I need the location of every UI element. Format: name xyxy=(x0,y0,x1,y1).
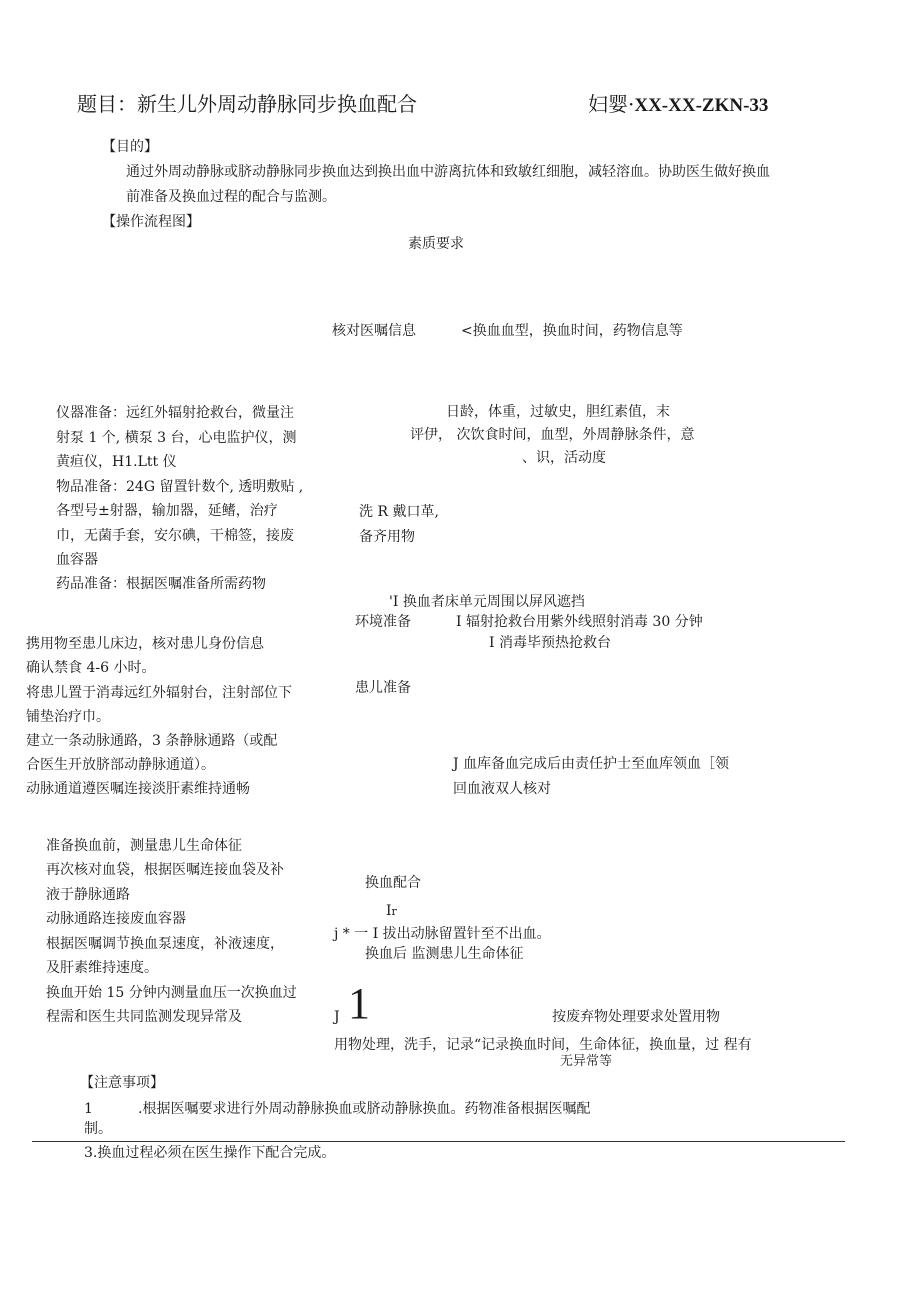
purpose-line-2: 前准备及换血过程的配合与监测。 xyxy=(126,189,336,205)
exchange-line: 根据医嘱调节换血泵速度，补液速度， xyxy=(46,936,284,952)
assess-line: 日龄，体重，过敏史，胆红素值，末 xyxy=(446,404,670,420)
exchange-line: 液于静脉通路 xyxy=(46,887,130,903)
prep-line: 各型号±射器，输加器，延鳍，治疗 xyxy=(56,503,278,519)
step-patient: 患儿准备 xyxy=(355,680,411,696)
ir-mark xyxy=(386,903,397,919)
document-code xyxy=(588,93,768,117)
note-1-number: 1 xyxy=(84,1101,93,1117)
exchange-line: 及肝素维持速度。 xyxy=(46,960,158,976)
note-3: 3.换血过程必须在医生操作下配合完成。 xyxy=(84,1145,336,1161)
prep-line: 药品准备：根据医嘱准备所需药物 xyxy=(56,576,266,592)
env-line: 'I 换血者床单元周围以屏风遮挡 xyxy=(389,594,585,610)
exchange-line: 换血开始 15 分钟内测量血压一次换血过 xyxy=(46,985,297,1001)
record-cut: 无异常等 xyxy=(560,1054,613,1069)
record-line: 用物处理，洗手，记录“记录换血时间，生命体征，换血量，过 程有 xyxy=(334,1037,752,1053)
patient-line: 将患儿置于消毒远红外辐射台，注射部位下 xyxy=(26,685,292,701)
notes-heading: 【注意事项】 xyxy=(80,1075,164,1091)
step-env: 环境准备 xyxy=(355,614,411,630)
page-title: 题目：新生儿外周动静脉同步换血配合 xyxy=(77,92,417,116)
prep-line: 血容器 xyxy=(56,552,98,568)
patient-line: 建立一条动脉通路，3 条静脉通路（或配 xyxy=(26,733,278,749)
flow-heading: 【操作流程图】 xyxy=(102,214,200,230)
patient-line: 动脉通道遵医嘱连接淡肝素维持通畅 xyxy=(26,781,250,797)
ir-sub: r xyxy=(391,905,397,918)
exchange-line: 准备换血前，测量患儿生命体征 xyxy=(46,838,242,854)
patient-line: 携用物至患儿床边，核对患儿身份信息 xyxy=(26,636,264,652)
code-number: XX-XX-ZKN-33 xyxy=(634,95,769,116)
waste-line: 按废弃物处理要求处置用物 xyxy=(552,1009,720,1025)
record-cut-clip xyxy=(330,1054,830,1069)
step-exchange: 换血配合 xyxy=(365,875,421,891)
patient-line: 合医生开放脐部动静脉通道）。 xyxy=(26,757,215,773)
note-1-text: .根据医嘱要求进行外周动静脉换血或脐动静脉换血。药物准备根据医嘱配 xyxy=(138,1101,591,1117)
env-line: I 消毒毕预热抢救台 xyxy=(489,635,611,651)
one-mark: 1 xyxy=(348,979,370,1028)
blood-line: 回血液双人核对 xyxy=(453,781,551,797)
divider-line xyxy=(32,1141,845,1142)
j-mark: J xyxy=(334,1009,340,1025)
step-verify: 核对医嘱信息 xyxy=(332,323,416,339)
purpose-heading: 【目的】 xyxy=(102,139,158,155)
step-quality: 素质要求 xyxy=(408,236,464,252)
pull-line: j * 一 I 拔出动脉留置针至不出血。 xyxy=(334,926,551,942)
code-prefix: 妇婴· xyxy=(588,92,635,116)
prep-line: 射泵 1 个, 横泵 3 台，心电监护仪，测 xyxy=(56,430,297,446)
blood-line: J 血库备血完成后由责任护士至血库领血［领 xyxy=(453,756,730,772)
patient-line: 确认禁食 4-6 小时。 xyxy=(26,660,156,676)
ir-letter: I xyxy=(386,903,392,919)
note-1-continuation: 制。 xyxy=(84,1121,112,1137)
exchange-line: 动脉通路连接废血容器 xyxy=(46,911,186,927)
assess-line: 评伊， 次饮食时间，血型，外周静脉条件，意 xyxy=(410,427,695,443)
wash-line: 备齐用物 xyxy=(359,529,415,545)
exchange-line: 再次核对血袋，根据医嘱连接血袋及补 xyxy=(46,862,284,878)
wash-line: 洗 R 戴口革, xyxy=(359,504,439,520)
prep-line: 黄疸仪，H1.Ltt 仪 xyxy=(56,454,177,470)
purpose-line-1: 通过外周动静脉或脐动静脉同步换血达到换出血中游离抗体和致敏红细胞，减轻溶血。协助医生做好换血 xyxy=(126,164,770,180)
prep-line: 仪器准备：远红外辐射抢救台，微量注 xyxy=(56,405,294,421)
env-line: I 辐射抢救台用紫外线照射消毒 30 分钟 xyxy=(456,614,703,630)
after-line: 换血后 监测患儿生命体征 xyxy=(365,946,524,962)
prep-line: 巾，无菌手套，安尔碘，干棉签，接废 xyxy=(56,528,294,544)
patient-line: 铺垫治疗巾。 xyxy=(26,709,110,725)
verify-note: <换血血型，换血时间，药物信息等 xyxy=(461,323,683,339)
prep-line: 物品准备：24G 留置针数个, 透明敷贴 , xyxy=(56,479,304,495)
exchange-line: 程需和医生共同监测发现异常及 xyxy=(46,1009,242,1025)
assess-line: 、识，活动度 xyxy=(522,450,606,466)
